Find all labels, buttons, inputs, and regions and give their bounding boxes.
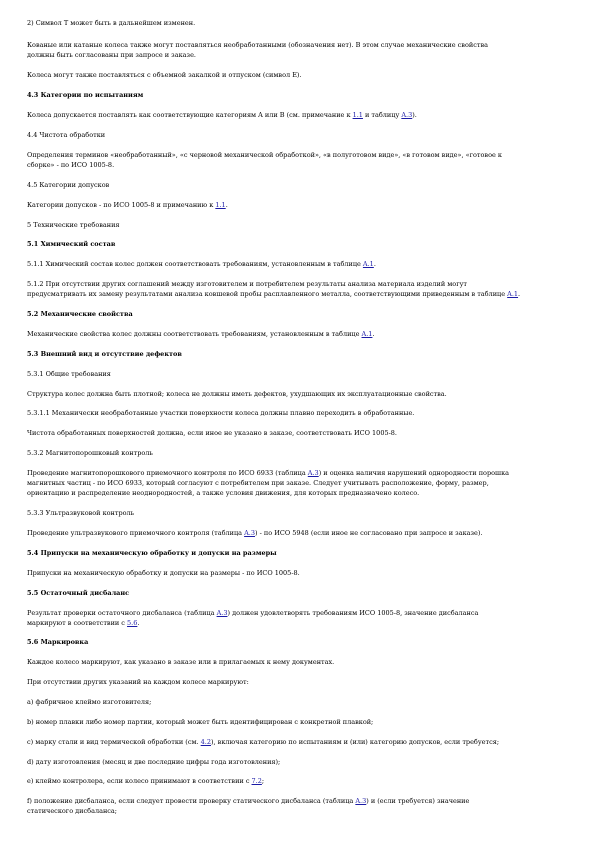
list-item: d) дату изготовления (месяц и две последние цифры года изготовления); <box>27 758 281 766</box>
table-link[interactable]: A.1 <box>361 330 373 338</box>
section-heading: 4.3 Категории по испытаниям <box>27 91 144 99</box>
paragraph-line: Проведение магнитопорошкового приемочного контроля по ИСО 6933 (таблица A.3) и оценка наличия нарушений однородности порошка <box>27 469 510 477</box>
clause-link[interactable]: 1.1 <box>215 201 226 209</box>
paragraph-line: 5.3.1.1 Механически необработанные участки поверхности колеса должны плавно переходить в обработанные. <box>27 409 415 417</box>
section-heading: 5 Технические требования <box>27 221 120 229</box>
paragraph-line: магнитных частиц - по ИСО 6933, который согласуют с потребителем при заказе. Следует учитывать расположение, форму, размер, <box>27 479 489 487</box>
clause-link[interactable]: 1.1 <box>352 111 363 119</box>
list-item: a) фабричное клеймо изготовителя; <box>27 698 152 706</box>
paragraph-line: 2) Символ T может быть в дальнейшем изменен. <box>27 19 196 27</box>
paragraph-line: Чистота обработанных поверхностей должна, если иное не указано в заказе, соответствовать ИСО 1005-8. <box>27 429 397 437</box>
list-item: b) номер плавки либо номер партии, который может быть идентифицирован с конкретной плавкой; <box>27 718 374 726</box>
subsection-heading: 5.3.3 Ультразвуковой контроль <box>27 509 135 517</box>
paragraph-line: Результат проверки остаточного дисбаланса (таблица A.3) должен удовлетворять требованиям ИСО 1005-8, значение дисбаланса <box>27 609 479 617</box>
paragraph-line: Определения терминов «необработанный», «с черновой механической обработкой», «в полуготовом виде», «в готовом виде», «готовое к <box>27 151 502 159</box>
paragraph-line: Кованые или катаные колеса также могут поставляться необработанными (обозначения нет). В этом случае механические свойства <box>27 41 488 49</box>
table-link[interactable]: A.3 <box>216 609 228 617</box>
section-heading: 5.3 Внешний вид и отсутствие дефектов <box>27 350 182 358</box>
section-heading: 4.4 Чистота обработки <box>27 131 106 139</box>
section-heading: 5.4 Припуски на механическую обработку и допуски на размеры <box>27 549 277 557</box>
list-item: статического дисбаланса; <box>27 807 117 815</box>
section-heading: 4.5 Категории допусков <box>27 181 110 189</box>
paragraph-line: Колеса могут также поставляться с объемной закалкой и отпуском (символ E). <box>27 71 302 79</box>
table-link[interactable]: A.3 <box>355 797 367 805</box>
paragraph-line: Структура колес должна быть плотной; колеса не должны иметь дефектов, ухудшающих их эксплуатационные свойства. <box>27 390 447 398</box>
paragraph-line: предусматривать их замену результатами анализа ковшевой пробы расплавленного металла, соответствующими приведенным в таблице A.1. <box>27 290 521 298</box>
clause-link[interactable]: 7.2 <box>251 777 262 785</box>
table-link[interactable]: A.3 <box>401 111 413 119</box>
subsection-heading: 5.3.2 Магнитопорошковый контроль <box>27 449 153 457</box>
section-heading: 5.2 Механические свойства <box>27 310 133 318</box>
paragraph-line: должны быть согласованы при запросе и заказе. <box>27 51 196 59</box>
paragraph-line: Припуски на механическую обработку и допуски на размеры - по ИСО 1005-8. <box>27 569 300 577</box>
list-item: e) клеймо контролера, если колесо принимают в соответствии с 7.2; <box>27 777 265 785</box>
paragraph-line: При отсутствии других указаний на каждом колесе маркируют: <box>27 678 249 686</box>
paragraph-line: 5.1.1 Химический состав колес должен соответствовать требованиям, установленным в таблице A.1. <box>27 260 376 268</box>
paragraph-line: Проведение ультразвукового приемочного контроля (таблица A.3) - по ИСО 5948 (если иное не согласовано при запросе и заказе). <box>27 529 483 537</box>
table-link[interactable]: A.3 <box>307 469 319 477</box>
paragraph-line: Каждое колесо маркируют, как указано в заказе или в прилагаемых к нему документах. <box>27 658 335 666</box>
paragraph-line: Колеса допускается поставлять как соответствующие категориям A или B (см. примечание к 1.1 и таблицу A.3). <box>27 111 417 119</box>
clause-link[interactable]: 4.2 <box>200 738 211 746</box>
paragraph-line: ориентацию и распределение неоднородностей, а также условия движения, для которых предназначено колесо. <box>27 489 420 497</box>
list-item: c) марку стали и вид термической обработки (см. 4.2), включая категорию по испытаниям и (или) категорию допусков, если требуется; <box>27 738 500 746</box>
clause-link[interactable]: 5.6 <box>127 619 138 627</box>
paragraph-line: 5.1.2 При отсутствии других соглашений между изготовителем и потребителем результаты анализа материала изделий могут <box>27 280 468 288</box>
subsection-heading: 5.3.1 Общие требования <box>27 370 111 378</box>
paragraph-line: Механические свойства колес должны соответствовать требованиям, установленным в таблице A.1. <box>27 330 375 338</box>
table-link[interactable]: A.1 <box>507 290 519 298</box>
list-item: f) положение дисбаланса, если следует провести проверку статического дисбаланса (таблица A.3) и (если требуется) значение <box>27 797 470 805</box>
section-heading: 5.5 Остаточный дисбаланс <box>27 589 130 597</box>
table-link[interactable]: A.1 <box>362 260 374 268</box>
paragraph-line: маркируют в соответствии с 5.6. <box>27 619 140 627</box>
paragraph-line: Категории допусков - по ИСО 1005-8 и примечанию к 1.1. <box>27 201 228 209</box>
section-heading: 5.1 Химический состав <box>27 240 116 248</box>
table-link[interactable]: A.3 <box>244 529 256 537</box>
section-heading: 5.6 Маркировка <box>27 638 89 646</box>
paragraph-line: сборке» - по ИСО 1005-8. <box>27 161 115 169</box>
